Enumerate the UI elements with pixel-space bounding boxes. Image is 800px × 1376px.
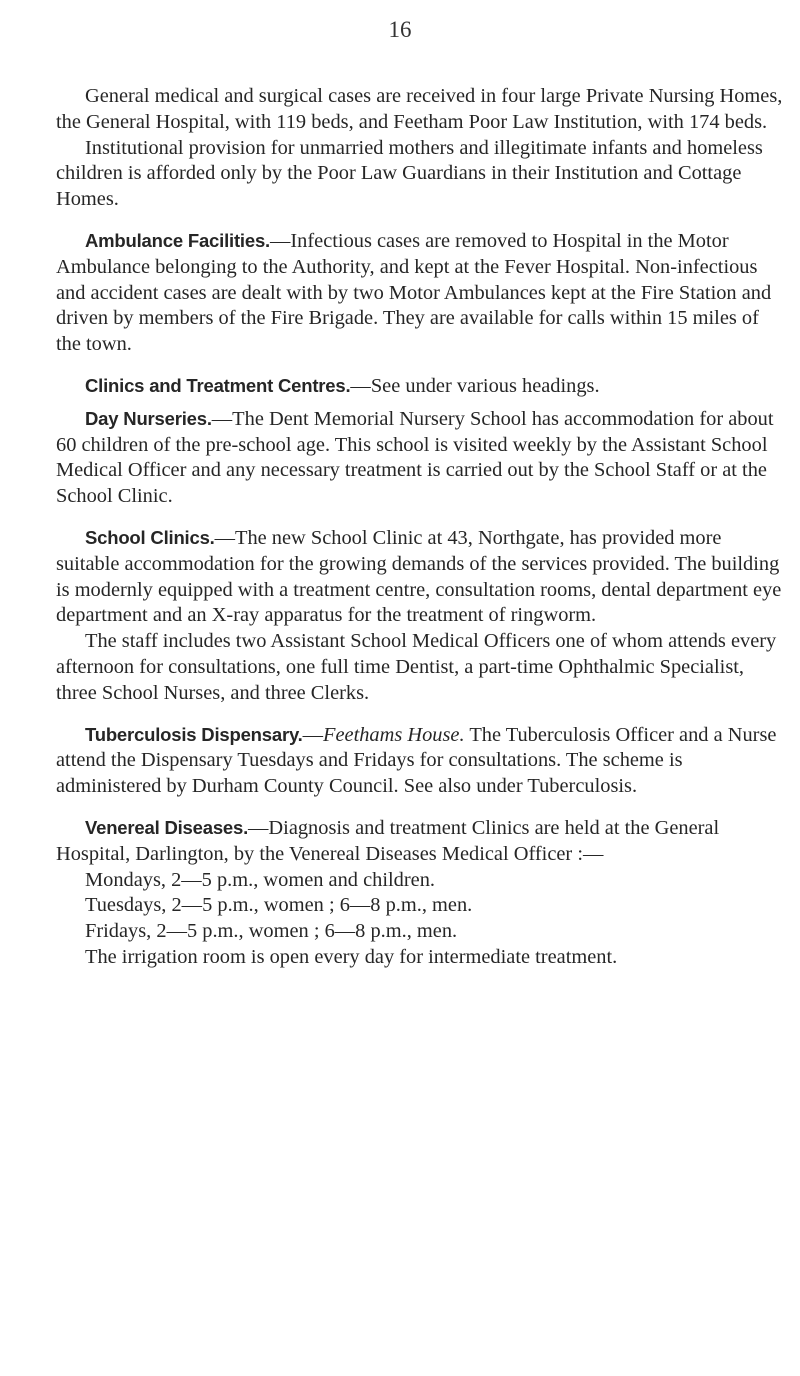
heading-clinics: Clinics and Treatment Centres.	[85, 374, 351, 396]
text-venereal: —Diagnosis and treatment Clinics are held at the General Hospital, Darlington, by the Venereal Diseases Medical Officer :—	[56, 816, 720, 865]
section-venereal	[56, 815, 786, 868]
text-ambulance: —Infectious cases are removed to Hospital in the Motor Ambulance belonging to the Authority, and kept at the Fever Hospital. Non-infectious and accident cases are dealt with by two Motor Ambulances kept at the Fire Station and driven by members of the Fire Brigade. They are available for calls within 15 miles of the town.	[56, 229, 772, 356]
text-nurseries: —The Dent Memorial Nursery School has accommodation for about 60 children of the pre-school age. This school is visited weekly by the Assistant School Medical Officer and any necessary treatment is carried out by the School Staff or at the School Clinic.	[56, 407, 774, 508]
heading-venereal: Venereal Diseases.	[85, 816, 249, 838]
clinic-hours-line: Mondays, 2—5 p.m., women and children.	[85, 868, 435, 891]
section-clinics	[56, 373, 786, 400]
clinic-hours-line: Fridays, 2—5 p.m., women ; 6—8 p.m., men.	[85, 920, 458, 943]
paragraph-institutional: Institutional provision for unmarried mothers and illegitimate infants and homeless children is afforded only by the Poor Law Guardians in their Institution and Cottage Homes.	[56, 136, 763, 211]
page-body	[56, 84, 786, 971]
tuberculosis-dash: —	[302, 723, 324, 746]
section-nurseries	[56, 406, 786, 510]
text-school-clinics: —The new School Clinic at 43, Northgate, has provided more suitable accommodation for the growing demands of the services provided. The building is modernly equipped with a treatment centre, consultation rooms, dental department eye department and an X-ray apparatus for the treatment of ringworm.	[56, 526, 782, 627]
clinic-hours-line: Tuesdays, 2—5 p.m., women ; 6—8 p.m., men.	[85, 894, 473, 917]
paragraph-staff: The staff includes two Assistant School Medical Officers one of whom attends every afternoon for consultations, one full time Dentist, a part-time Ophthalmic Specialist, three School Nurses, and three Clerks.	[56, 630, 777, 704]
text-tuberculosis: The Tuberculosis Officer and a Nurse attend the Dispensary Tuesdays and Fridays for consultations. The scheme is administered by Durham County Council. See also under Tuberculosis.	[56, 723, 777, 798]
section-tuberculosis	[56, 722, 786, 800]
section-ambulance	[56, 228, 786, 358]
tuberculosis-place: Feethams House.	[323, 723, 465, 746]
page-number: 16	[388, 17, 412, 42]
clinic-hours-list	[56, 868, 786, 945]
heading-nurseries: Day Nurseries.	[85, 407, 212, 429]
text-clinics: —See under various headings.	[350, 374, 600, 397]
paragraph-general: General medical and surgical cases are received in four large Private Nursing Homes, the General Hospital, with 119 beds, and Feetham Poor Law Institution, with 174 beds.	[56, 85, 783, 133]
heading-school-clinics: School Clinics.	[85, 526, 215, 548]
paragraph-irrigation: The irrigation room is open every day for intermediate treatment.	[85, 945, 618, 968]
heading-tuberculosis: Tuberculosis Dispensary.	[85, 723, 303, 745]
heading-ambulance: Ambulance Facilities.	[85, 229, 270, 251]
section-school-clinics	[56, 525, 786, 629]
